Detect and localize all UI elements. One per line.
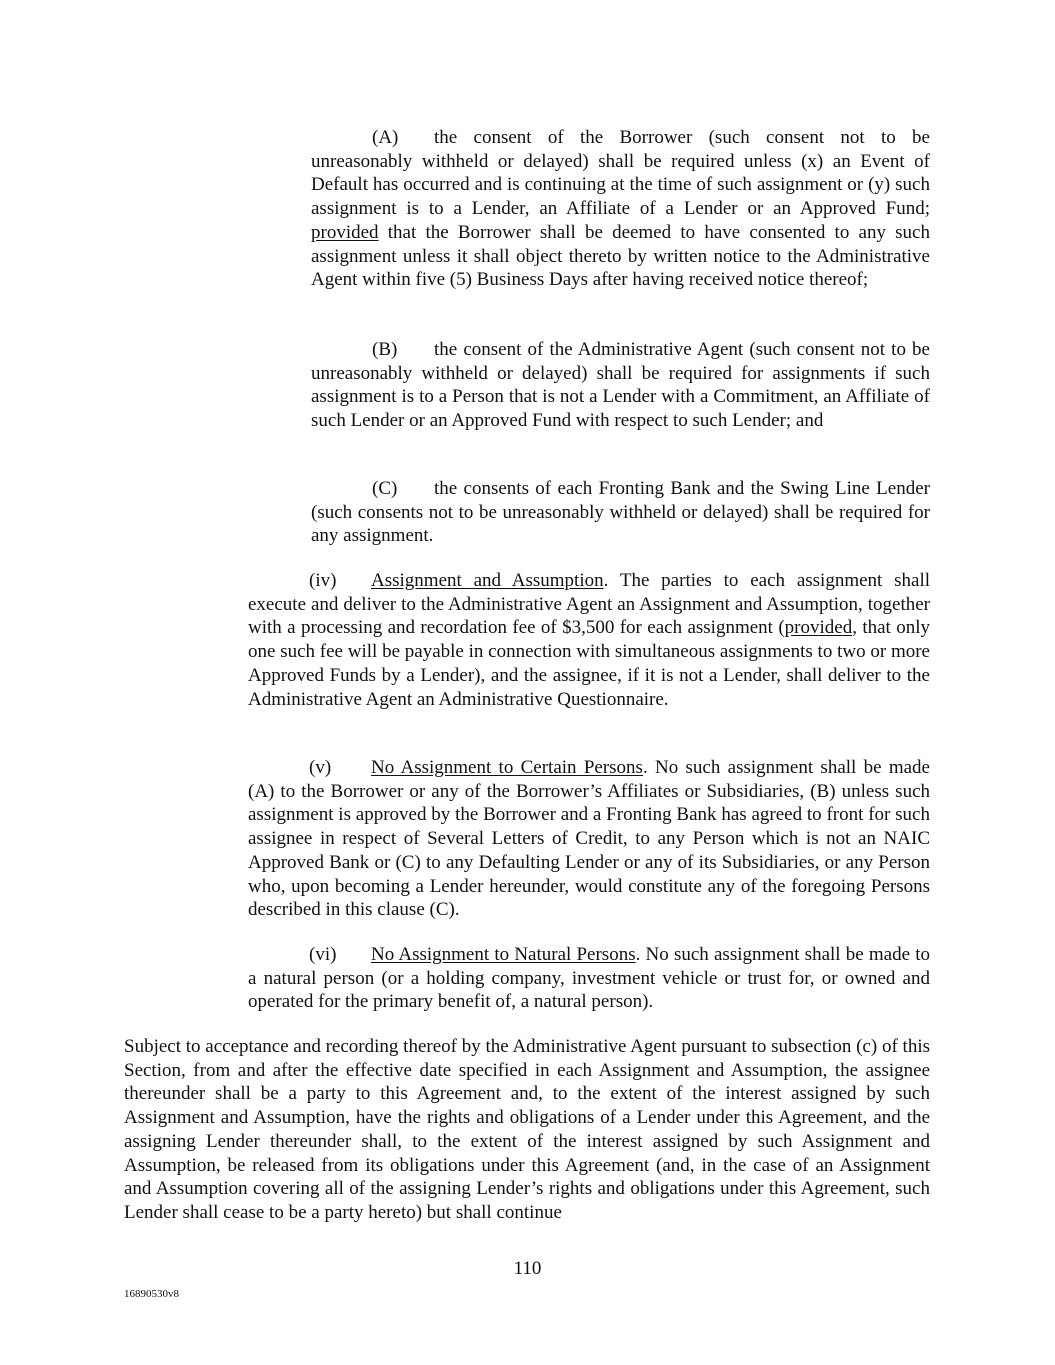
subclause-label: (B) — [372, 339, 398, 360]
subclause-a — [311, 126, 930, 292]
clause-text: . No such assignment shall be made (A) to the Borrower or any of the Borrower’s Affiliates or Subsidiaries, (B) unless such assignment is approved by the Borrower and a Fronting Bank has agreed to front for such assignee in respect of Several Letters of Credit, to any Person which is not an NAIC Approved Bank or (C) to any Defaulting Lender or any of its Subsidiaries, or any Person who, upon becoming a Lender hereunder, would constitute any of the foregoing Persons described in this clause (C). — [248, 757, 930, 921]
clause-text: . The parties to each assignment shall execute and deliver to the Administrative Agent an Assignment and Assumption, together with a processing and recordation fee of $3,500 for each assignment ( — [248, 570, 930, 639]
clause-heading: Assignment and Assumption — [371, 570, 604, 591]
clause-text: . No such assignment shall be made to a natural person (or a holding company, investment vehicle or trust for, or owned and operated for the primary benefit of, a natural person). — [248, 944, 931, 1013]
subclause-b — [311, 338, 930, 433]
subclause-label: (C) — [372, 478, 398, 499]
clause-iv — [248, 569, 930, 711]
subclause-text: the consents of each Fronting Bank and the Swing Line Lender (such consents not to be unreasonably withheld or delayed) shall be required for any assignment. — [311, 478, 930, 547]
clause-text-continued: , that only one such fee will be payable in connection with simultaneous assignments to two or more Approved Funds by a Lender), and the assignee, if it is not a Lender, shall deliver to the Administrative Agent an Administrative Questionnaire. — [248, 617, 930, 710]
clause-label: (v) — [309, 757, 332, 778]
subclause-label: (A) — [372, 127, 399, 148]
clause-label: (vi) — [309, 944, 337, 965]
clause-heading: No Assignment to Natural Persons — [371, 944, 636, 965]
provided-term: provided — [311, 221, 379, 243]
provided-term: provided — [784, 617, 853, 639]
subclause-text: the consent of the Administrative Agent (such consent not to be unreasonably withheld or delayed) shall be required for assignments if such assignment is to a Person that is not a Lender with a Commitment, an Affiliate of such Lender or an Approved Fund with respect to such Lender; and — [311, 339, 930, 432]
closing-paragraph: Subject to acceptance and recording thereof by the Administrative Agent pursuant to subsection (c) of this Section, from and after the effective date specified in each Assignment and Assumption, the assignee thereunder shall be a party to this Agreement and, to the extent of the interest assigned by such Assignment and Assumption, have the rights and obligations of a Lender under this Agreement, and the assigning Lender thereunder shall, to the extent of the interest assigned by such Assignment and Assumption, be released from its obligations under this Agreement (and, in the case of an Assignment and Assumption covering all of the assigning Lender’s rights and obligations under this Agreement, such Lender shall cease to be a party hereto) but shall continue — [124, 1036, 930, 1223]
document-id: 16890530v8 — [124, 1288, 179, 1300]
subclause-text-continued: that the Borrower shall be deemed to have consented to any such assignment unless it shall object thereto by written notice to the Administrative Agent within five (5) Business Days after having received notice thereof; — [311, 221, 930, 291]
page-number: 110 — [513, 1258, 542, 1279]
clause-vi — [248, 943, 930, 1014]
clause-heading: No Assignment to Certain Persons — [371, 757, 643, 778]
subclause-c — [311, 477, 930, 548]
clause-v — [248, 756, 930, 922]
clause-label: (iv) — [309, 570, 337, 591]
subclause-text: the consent of the Borrower (such consent not to be unreasonably withheld or delayed) shall be required unless (x) an Event of Default has occurred and is continuing at the time of such assignment or (y) such assignment is to a Lender, an Affiliate of a Lender or an Approved Fund; — [311, 127, 930, 220]
